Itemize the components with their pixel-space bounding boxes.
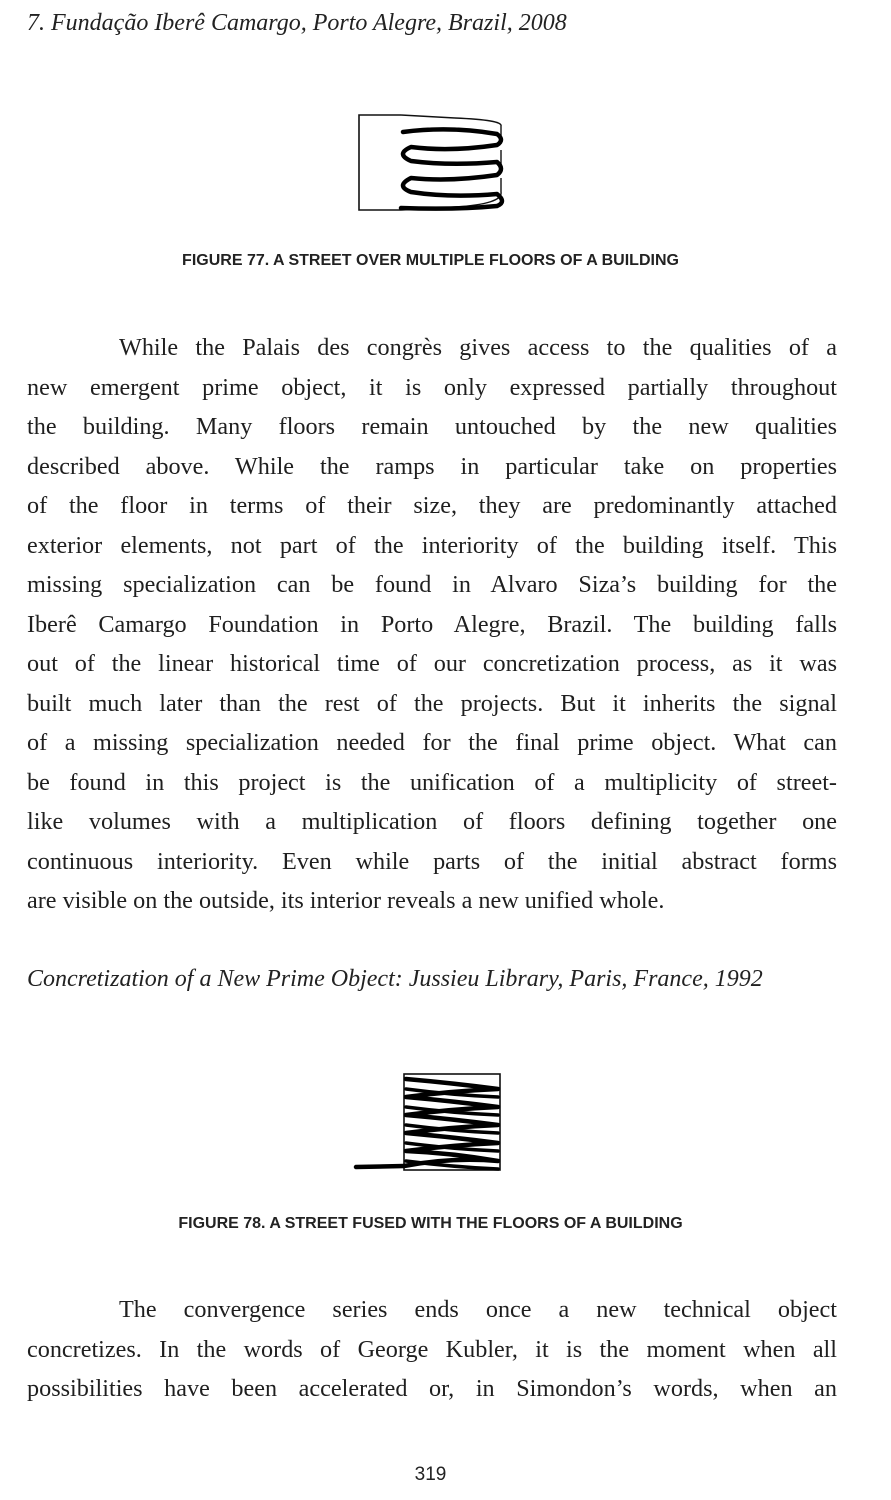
figure-77-diagram [355,112,507,214]
body-paragraph-2 [27,1290,837,1409]
paragraph-line: new emergent prime object, it is only expressed partially throughout [27,373,837,401]
paragraph-line: concretizes. In the words of George Kubler, it is the moment when all [27,1335,837,1363]
figure-78-caption: FIGURE 78. A STREET FUSED WITH THE FLOORS OF A BUILDING [178,1215,683,1232]
paragraph-line: The convergence series ends once a new technical object [119,1296,837,1323]
paragraph-line: are visible on the outside, its interior reveals a new unified whole. [27,887,665,914]
paragraph-line: described above. While the ramps in particular take on properties [27,452,837,480]
section-heading-fundacao: 7. Fundação Iberê Camargo, Porto Alegre, Brazil, 2008 [27,10,567,36]
paragraph-line: of a missing specialization needed for the final prime object. What can [27,729,837,756]
body-paragraph-1 [27,328,837,921]
paragraph-line: While the Palais des congrès gives access to the qualities of a [119,334,837,361]
paragraph-line: be found in this project is the unification of a multiplicity of street- [27,768,837,796]
paragraph-line: continuous interiority. Even while parts of the initial abstract forms [27,847,837,875]
paragraph-line: of the floor in terms of their size, they are predominantly attached [27,492,837,519]
paragraph-line: out of the linear historical time of our concretization process, as it was [27,650,837,677]
figure-77-caption: FIGURE 77. A STREET OVER MULTIPLE FLOORS OF A BUILDING [182,252,679,269]
section-heading-jussieu: Concretization of a New Prime Object: Jussieu Library, Paris, France, 1992 [27,966,763,992]
paragraph-line: missing specialization can be found in Alvaro Siza’s building for the [27,571,837,598]
paragraph-line: Iberê Camargo Foundation in Porto Alegre, Brazil. The building falls [27,610,837,638]
paragraph-line: possibilities have been accelerated or, in Simondon’s words, when an [27,1375,837,1402]
paragraph-line: exterior elements, not part of the interiority of the building itself. This [27,531,837,559]
page-number: 319 [414,1464,447,1485]
paragraph-line: built much later than the rest of the projects. But it inherits the signal [27,689,837,717]
paragraph-line: the building. Many floors remain untouched by the new qualities [27,413,837,440]
figure-78-diagram [352,1071,508,1175]
paragraph-line: like volumes with a multiplication of floors defining together one [27,808,837,835]
